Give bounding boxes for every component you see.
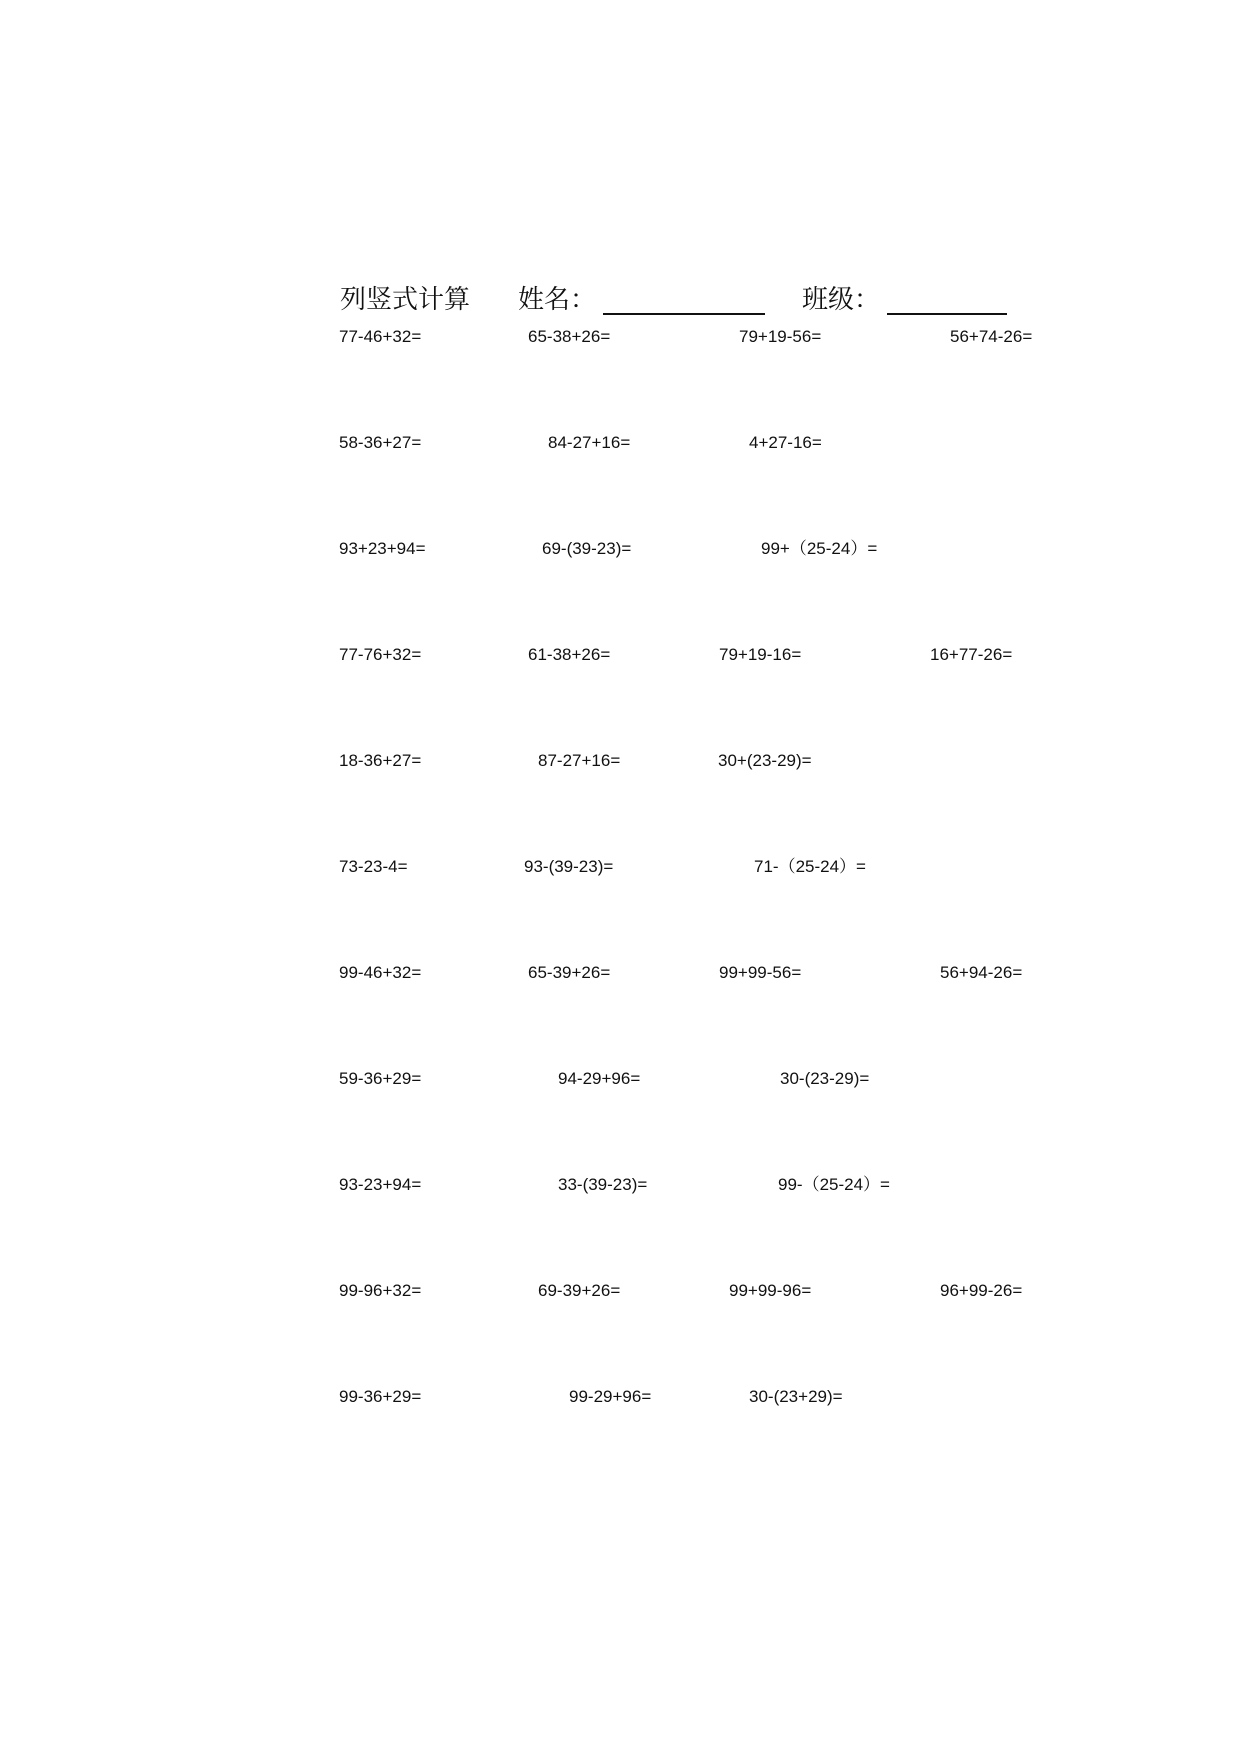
- math-problem: 77-76+32=: [339, 645, 422, 664]
- math-problem: 84-27+16=: [548, 433, 631, 452]
- math-problem: 16+77-26=: [930, 645, 1013, 664]
- math-problem: 30+(23-29)=: [718, 751, 812, 770]
- worksheet-title: 列竖式计算: [340, 285, 471, 315]
- math-problem: 61-38+26=: [528, 645, 611, 664]
- math-problem: 69-39+26=: [538, 1281, 621, 1300]
- math-problem: 65-39+26=: [528, 963, 611, 982]
- math-problem: 96+99-26=: [940, 1281, 1023, 1300]
- math-problem: 4+27-16=: [749, 433, 822, 452]
- math-problem: 33-(39-23)=: [558, 1175, 648, 1194]
- math-problem: 59-36+29=: [339, 1069, 422, 1088]
- math-problem: 99+99-56=: [719, 963, 802, 982]
- math-problem: 99-46+32=: [339, 963, 422, 982]
- class-blank-line[interactable]: [887, 313, 1007, 315]
- math-problem: 30-(23+29)=: [749, 1387, 843, 1406]
- math-problem: 18-36+27=: [339, 751, 422, 770]
- math-problem: 99+（25-24）=: [761, 539, 878, 558]
- worksheet-header: [340, 278, 1040, 322]
- math-problem: 71-（25-24）=: [754, 857, 866, 876]
- math-problem: 99-96+32=: [339, 1281, 422, 1300]
- math-problem: 99-36+29=: [339, 1387, 422, 1406]
- math-problem: 99-（25-24）=: [778, 1175, 890, 1194]
- math-problem: 94-29+96=: [558, 1069, 641, 1088]
- math-problem: 99-29+96=: [569, 1387, 652, 1406]
- class-label: 班级：: [802, 285, 881, 315]
- math-problem: 58-36+27=: [339, 433, 422, 452]
- name-label: 姓名：: [518, 285, 597, 315]
- math-problem: 87-27+16=: [538, 751, 621, 770]
- math-problem: 77-46+32=: [339, 327, 422, 346]
- math-problem: 69-(39-23)=: [542, 539, 632, 558]
- math-problem: 65-38+26=: [528, 327, 611, 346]
- math-problem: 93-23+94=: [339, 1175, 422, 1194]
- name-blank-line[interactable]: [603, 313, 765, 315]
- math-problem: 56+94-26=: [940, 963, 1023, 982]
- math-problem: 79+19-16=: [719, 645, 802, 664]
- math-problem: 30-(23-29)=: [780, 1069, 870, 1088]
- math-problem: 99+99-96=: [729, 1281, 812, 1300]
- math-problem: 73-23-4=: [339, 857, 408, 876]
- math-problem: 79+19-56=: [739, 327, 822, 346]
- math-problem: 56+74-26=: [950, 327, 1033, 346]
- math-problem: 93-(39-23)=: [524, 857, 614, 876]
- math-problem: 93+23+94=: [339, 539, 426, 558]
